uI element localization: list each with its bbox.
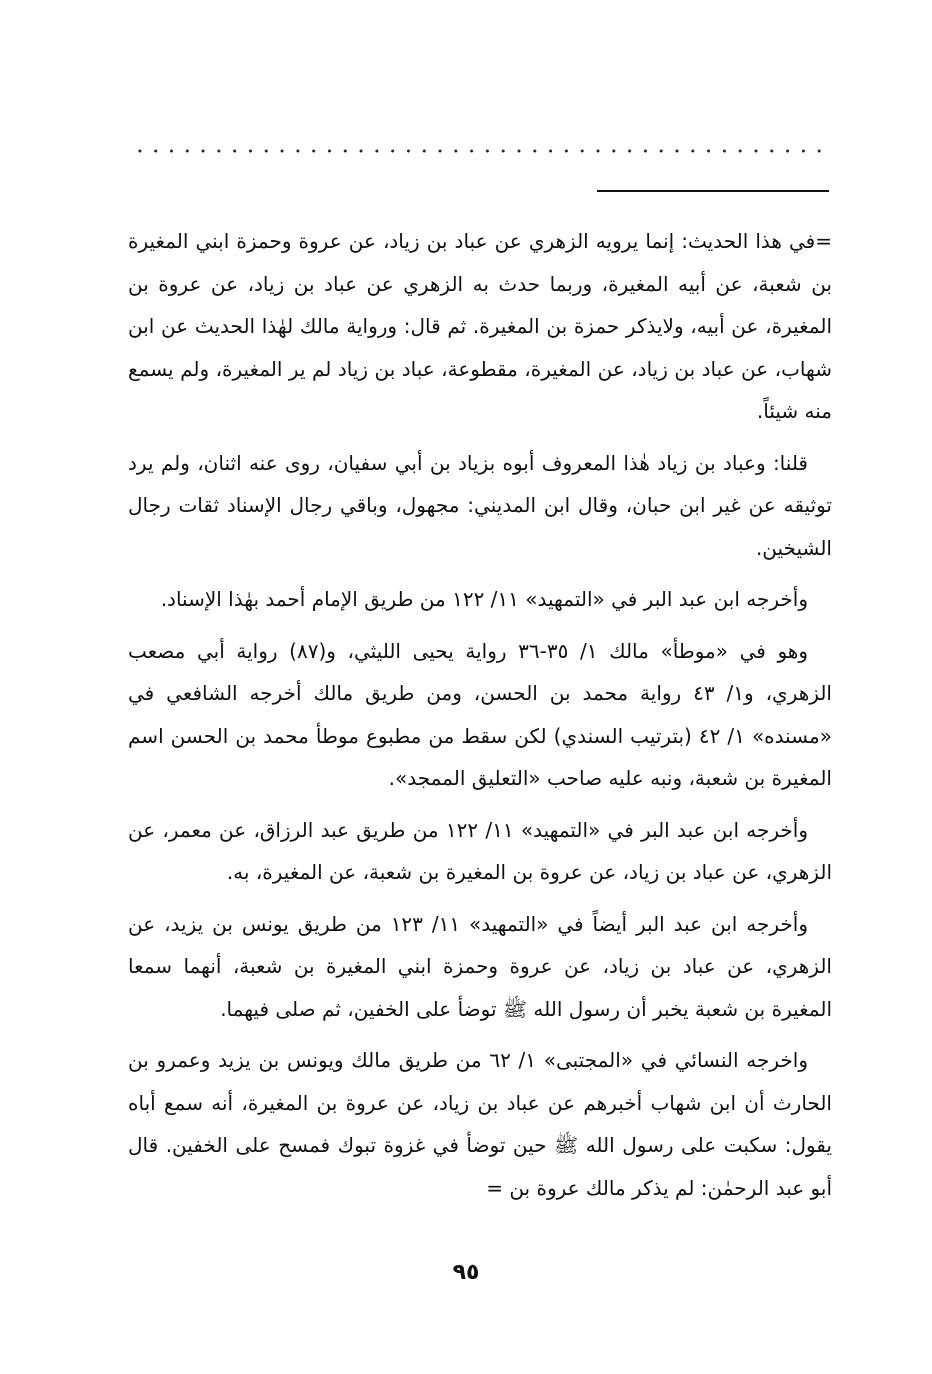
footnote-rule <box>597 190 829 192</box>
footnote-paragraph: قلنا: وعباد بن زياد هٰذا المعروف أبوه بزياد بن أبي سفيان، روى عنه اثنان، ولم يرد توثيقه عن غير ابن حبان، وقال ابن المديني: مجهول، وباقي رجال الإسناد ثقات رجال الشيخين. <box>128 450 832 560</box>
footnote-paragraph: وأخرجه ابن عبد البر أيضاً في «التمهيد» ١١/ ١٢٣ من طريق يونس بن يزيد، عن الزهري، عن عباد بن زياد، عن عروة وحمزة ابني المغيرة بن شعبة، أنهما سمعا المغيرة بن شعبة يخبر أن رسول الله ﷺ توضأ على الخفين، ثم صلى فيهما. <box>128 911 832 1021</box>
dotted-separator <box>132 148 827 154</box>
page-number: ٩٥ <box>452 1260 480 1285</box>
footnote-text <box>128 220 832 1218</box>
footnote-paragraph: وأخرجه ابن عبد البر في «التمهيد» ١١/ ١٢٢ من طريق عبد الرزاق، عن معمر، عن الزهري، عن عباد بن زياد، عن عروة بن المغيرة بن شعبة، عن المغيرة، به. <box>128 817 832 884</box>
footnote-paragraph: =في هذا الحديث: إنما يرويه الزهري عن عباد بن زياد، عن عروة وحمزة ابني المغيرة بن شعبة، عن أبيه المغيرة، وربما حدث به الزهري عن عباد بن زياد، عن عروة بن المغيرة، عن أبيه، ولايذكر حمزة بن المغيرة. ثم قال: ورواية مالك لهٰذا الحديث عن ابن شهاب، عن عباد بن زياد، عن المغيرة، مقطوعة، عباد بن زياد لم ير المغيرة، ولم يسمع منه شيئاً. <box>128 229 832 423</box>
footnote-paragraph: واخرجه النسائي في «المجتبى» ١/ ٦٢ من طريق مالك ويونس بن يزيد وعمرو بن الحارث أن ابن شهاب أخبرهم عن عباد بن زياد، عن عروة بن المغيرة، أنه سمع أباه يقول: سكبت على رسول الله ﷺ حين توضأ في غزوة تبوك فمسح على الخفين. قال أبو عبد الرحمٰن: لم يذكر مالك عروة بن = <box>128 1048 832 1200</box>
footnote-paragraph: وهو في «موطأ» مالك ١/ ٣٥-٣٦ رواية يحيى الليثي، و(٨٧) رواية أبي مصعب الزهري، و١/ ٤٣ رواية محمد بن الحسن، ومن طريق مالك أخرجه الشافعي في «مسنده» ١/ ٤٢ (بترتيب السندي) لكن سقط من مطبوع موطأ محمد بن الحسن اسم المغيرة بن شعبة، ونبه عليه صاحب «التعليق الممجد». <box>128 638 832 790</box>
footnote-paragraph: وأخرجه ابن عبد البر في «التمهيد» ١١/ ١٢٢ من طريق الإمام أحمد بهٰذا الإسناد. <box>160 587 808 611</box>
